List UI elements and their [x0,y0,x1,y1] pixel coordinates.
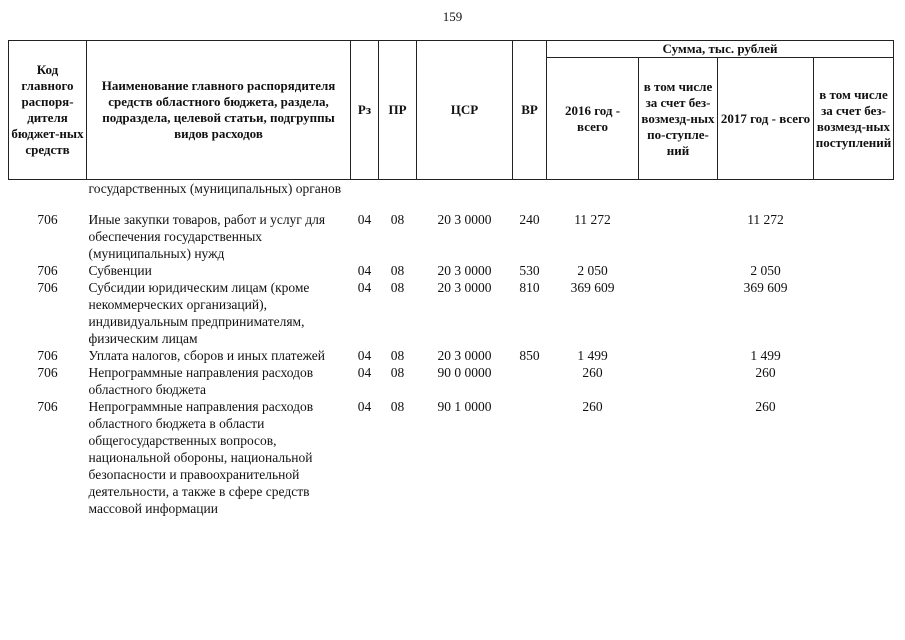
row-pr: 08 [390,280,405,295]
table-row [9,347,894,364]
page-number: 159 [442,9,463,24]
row-vr [513,398,547,517]
row-vr: 850 [519,348,540,363]
row-2017-total: 2 050 [750,263,781,278]
row-2017-total: 260 [755,365,776,380]
row-code: 706 [37,263,58,278]
row-2016-grant [639,347,718,364]
row-2017-grant [814,347,894,364]
header-2016-grant: в том числе за счет без-возмезд-ных по-ступле-ний [639,58,718,180]
header-rz: Рз [351,41,379,180]
row-pr: 08 [390,263,405,278]
row-2017-total: 1 499 [750,348,781,363]
row-csr: 20 3 0000 [437,212,492,227]
row-2016-total: 1 499 [577,348,608,363]
header-vr: ВР [513,41,547,180]
row-rz: 04 [357,399,372,414]
row-rz: 04 [357,348,372,363]
header-csr: ЦСР [417,41,513,180]
row-rz: 04 [357,280,372,295]
row-2016-grant [639,211,718,262]
row-code: 706 [37,348,58,363]
row-2017-grant [814,398,894,517]
row-2017-total: 369 609 [743,280,788,295]
header-code: Код главного распоря-дителя бюджет-ных средств [9,41,87,180]
header-name: Наименование главного распорядителя средств областного бюджета, раздела, подраздела, целевой статьи, подгруппы видов расходов [87,41,351,180]
header-sum: Сумма, тыс. рублей [547,41,894,58]
row-name: Непрограммные направления расходов областного бюджета [88,365,314,397]
row-2016-grant [639,398,718,517]
row-2017-grant [814,262,894,279]
row-vr [513,364,547,398]
continuation-row [9,180,894,198]
header-pr: ПР [379,41,417,180]
table-row [9,279,894,347]
row-2016-grant [639,262,718,279]
table-row [9,398,894,517]
row-2017-total: 260 [755,399,776,414]
row-code: 706 [37,212,58,227]
row-2016-total: 260 [582,399,603,414]
row-2016-grant [639,364,718,398]
row-csr: 20 3 0000 [437,348,492,363]
budget-table [8,40,894,517]
row-pr: 08 [390,399,405,414]
row-vr: 530 [519,263,540,278]
row-csr: 90 1 0000 [437,399,492,414]
table-row [9,211,894,262]
row-csr: 20 3 0000 [437,263,492,278]
table-row [9,262,894,279]
continuation-text: государственных (муниципальных) органов [88,181,342,196]
row-pr: 08 [390,348,405,363]
row-code: 706 [37,399,58,414]
row-rz: 04 [357,365,372,380]
row-csr: 20 3 0000 [437,280,492,295]
row-2016-total: 260 [582,365,603,380]
row-code: 706 [37,365,58,380]
row-name: Субсидии юридическим лицам (кроме некоммерческих организаций), индивидуальным предпринимателям, физическим лицам [88,280,310,346]
row-vr: 240 [519,212,540,227]
row-name: Субвенции [88,263,152,278]
row-vr: 810 [519,280,540,295]
table-row [9,364,894,398]
row-rz: 04 [357,263,372,278]
row-2017-grant [814,279,894,347]
row-2017-grant [814,211,894,262]
row-name: Иные закупки товаров, работ и услуг для обеспечения государственных (муниципальных) нужд [88,212,326,261]
row-pr: 08 [390,212,405,227]
row-2017-grant [814,364,894,398]
row-2016-grant [639,279,718,347]
header-2017-grant: в том числе за счет без-возмезд-ных поступлений [814,58,894,180]
header-2016-total: 2016 год - всего [547,58,639,180]
row-2016-total: 369 609 [570,280,615,295]
row-name: Непрограммные направления расходов областного бюджета в области общегосударственных вопросов, национальной обороны, национальной безопасности и правоохранительной деятельности, а также в сфере средств массовой информации [88,399,314,516]
row-name: Уплата налогов, сборов и иных платежей [88,348,325,363]
header-2017-total: 2017 год - всего [718,58,814,180]
row-csr: 90 0 0000 [437,365,492,380]
row-2017-total: 11 272 [747,212,784,227]
row-pr: 08 [390,365,405,380]
row-code: 706 [37,280,58,295]
row-2016-total: 2 050 [577,263,608,278]
row-2016-total: 11 272 [574,212,611,227]
row-rz: 04 [357,212,372,227]
